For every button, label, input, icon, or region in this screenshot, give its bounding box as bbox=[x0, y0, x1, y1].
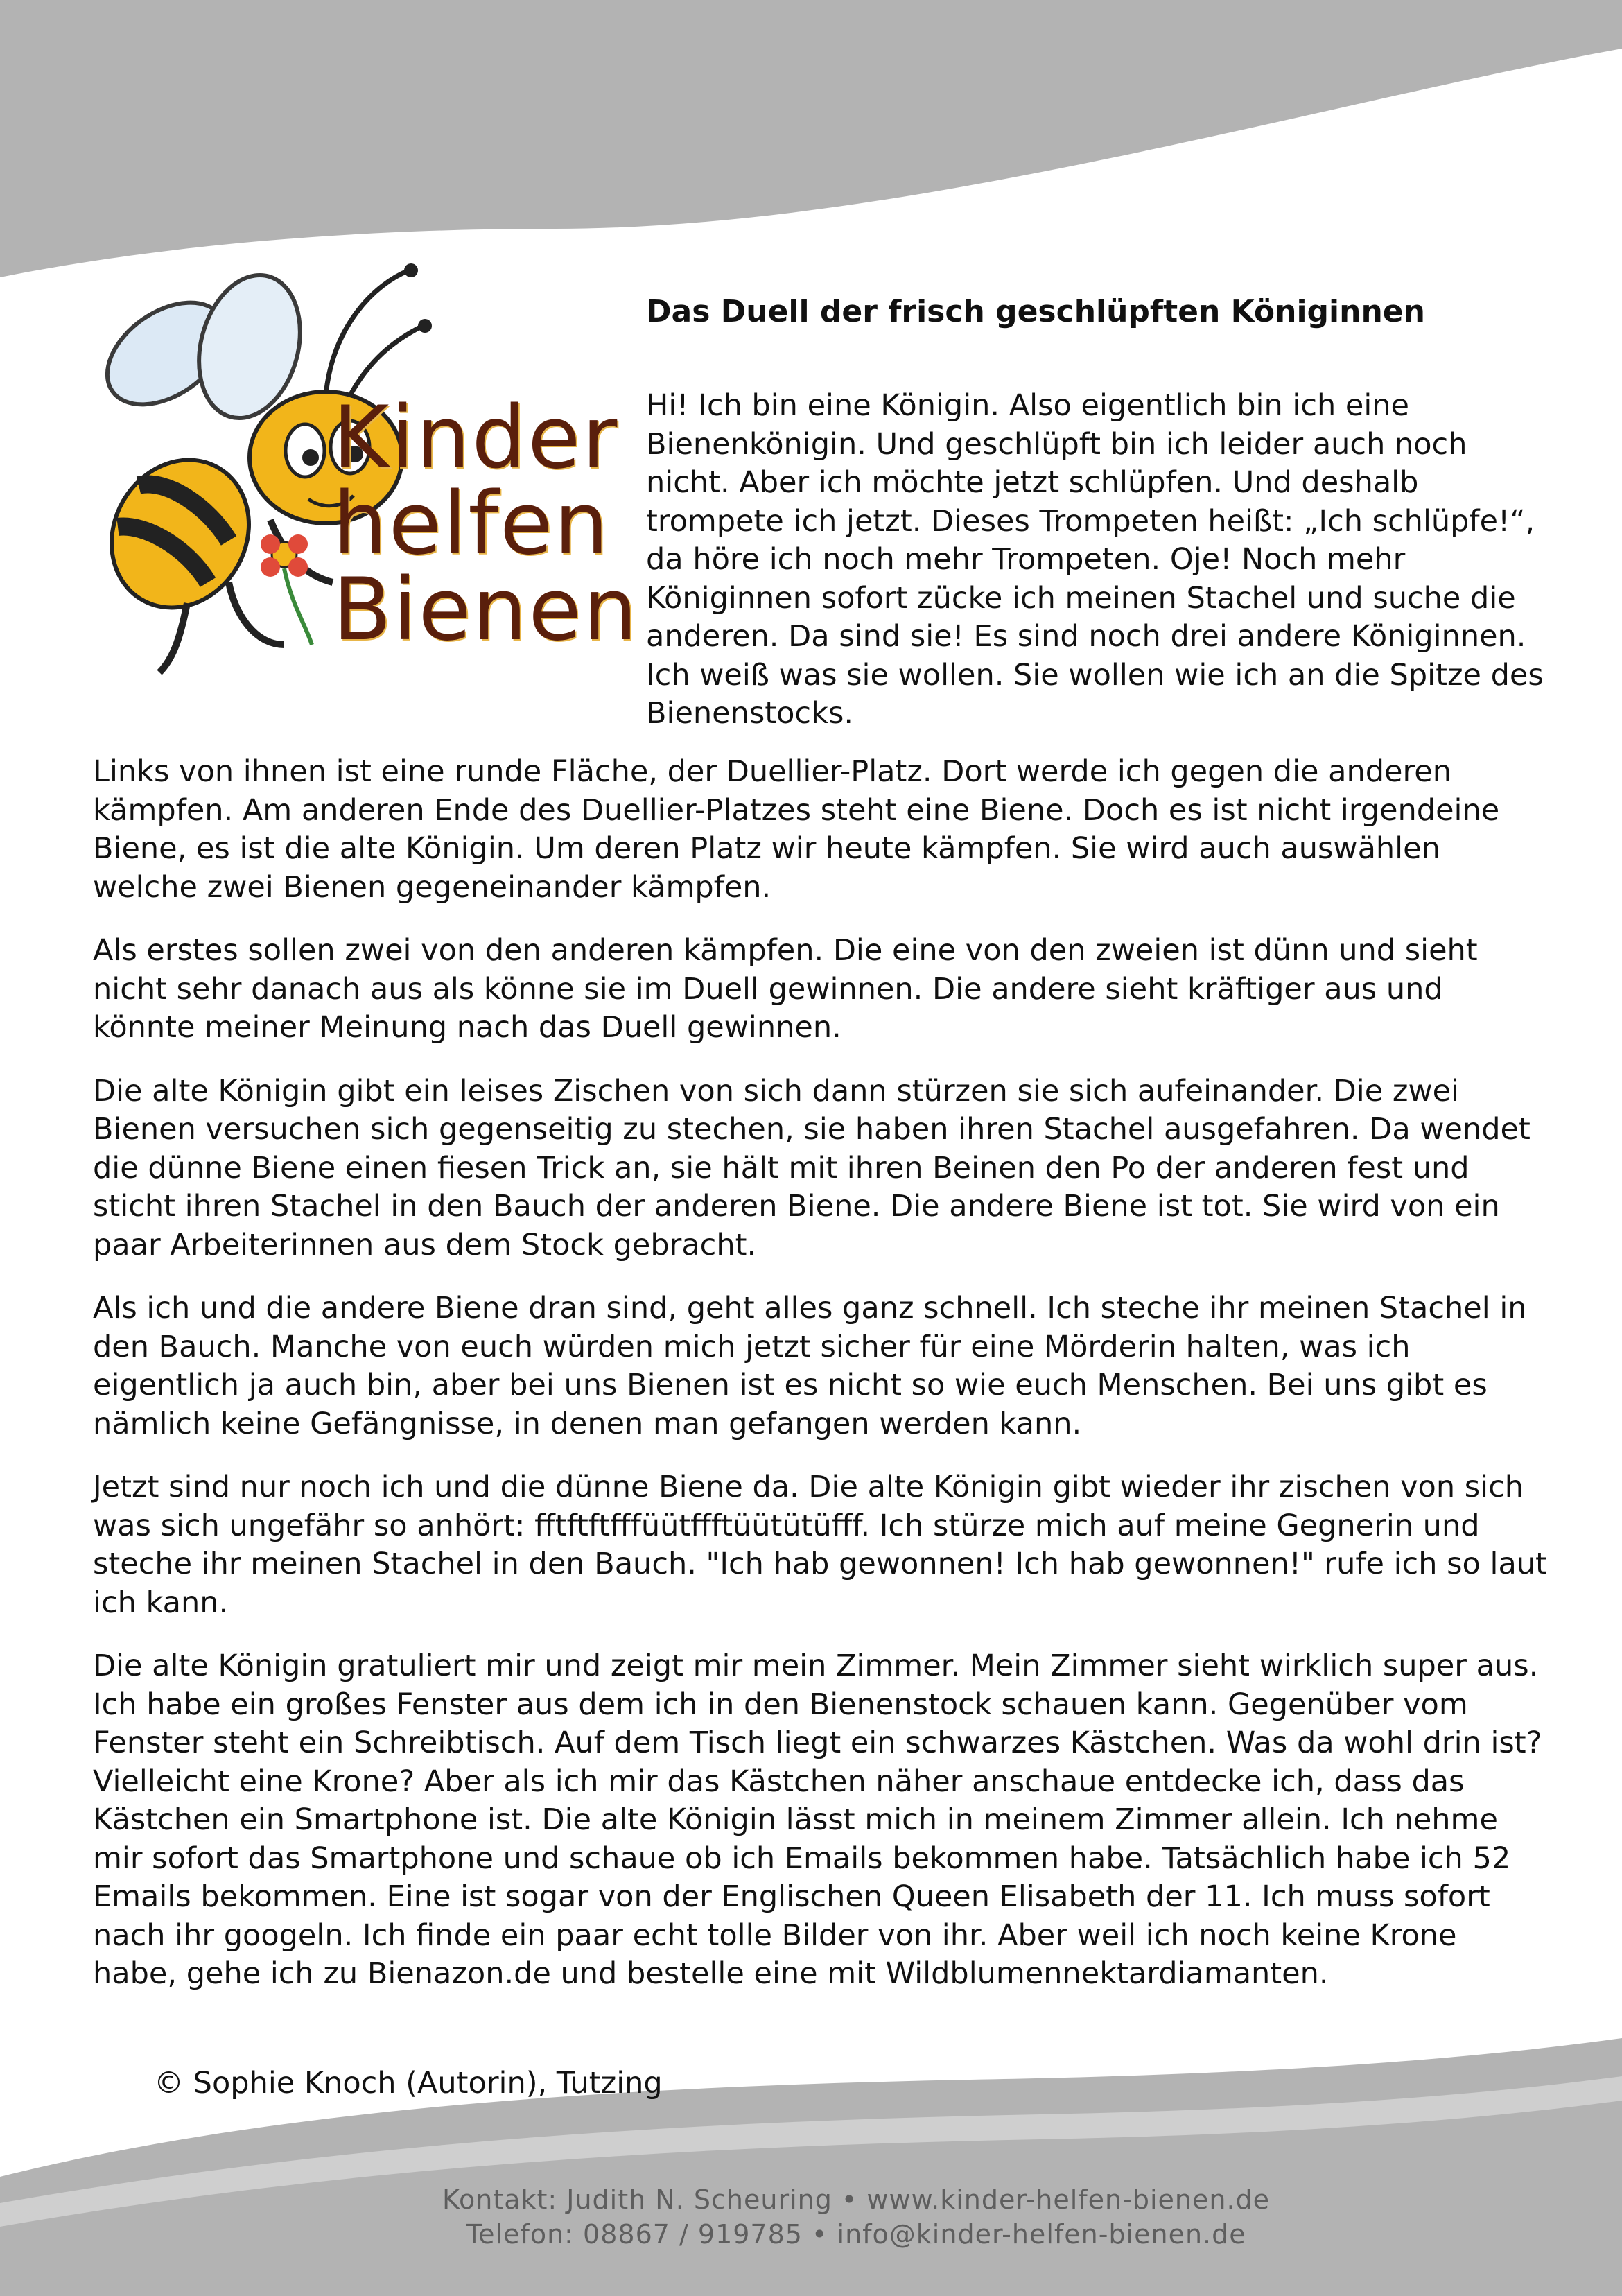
contact-footer bbox=[0, 2182, 1622, 2252]
story-title: Das Duell der frisch geschlüpften Königinnen bbox=[646, 294, 1425, 329]
top-wave bbox=[0, 0, 1622, 277]
logo-line-2: helfen bbox=[333, 474, 610, 574]
copyright-line: © Sophie Knoch (Autorin), Tutzing bbox=[154, 2066, 663, 2101]
story-paragraph: Links von ihnen ist eine runde Fläche, der Duellier-Platz. Dort werde ich gegen die anderen kämpfen. Am anderen Ende des Duellier-Platzes steht eine Biene. Doch es ist nicht irgendeine Biene, es ist die alte Königin. Um deren Platz wir heute kämpfen. Sie wird auch auswählen welche zwei Bienen gegeneinander kämpfen. bbox=[93, 754, 1500, 905]
story-paragraph: Als erstes sollen zwei von den anderen kämpfen. Die eine von den zweien ist dünn und sieht nicht sehr danach aus als könne sie im Duell gewinnen. Die andere sieht kräftiger aus und könnte meiner Meinung nach das Duell gewinnen. bbox=[93, 933, 1478, 1045]
logo-wordmark bbox=[333, 388, 639, 660]
logo-line-3: Bienen bbox=[333, 560, 639, 660]
story-paragraph: Als ich und die andere Biene dran sind, geht alles ganz schnell. Ich steche ihr meinen Stachel in den Bauch. Manche von euch würden mich jetzt sicher für eine Mörderin halten, was ich eigentlich ja auch bin, aber bei uns Bienen ist es nicht so wie euch Menschen. Bei uns gibt es nämlich keine Gefängnisse, in denen man gefangen werden kann. bbox=[93, 1291, 1527, 1441]
story-paragraph: Die alte Königin gibt ein leises Zischen von sich dann stürzen sie sich aufeinander. Die zwei Bienen versuchen sich gegenseitig zu stechen, sie haben ihren Stachel ausgefahren. Da wendet die dünne Biene einen fiesen Trick an, sie hält mit ihren Beinen den Po der anderen fest und sticht ihren Stachel in den Bauch der anderen Biene. Die andere Biene ist tot. Sie wird von ein paar Arbeiterinnen aus dem Stock gebracht. bbox=[93, 1073, 1531, 1262]
logo-line-1: Kinder bbox=[333, 388, 619, 488]
footer-phone-line: Telefon: 08867 / 919785 • info@kinder-helfen-bienen.de bbox=[466, 2219, 1246, 2250]
story-paragraph: Jetzt sind nur noch ich und die dünne Biene da. Die alte Königin gibt wieder ihr zischen von sich was sich ungefähr so anhört: fftftftfffüütffftüütütüfff. Ich stürze mich auf meine Gegnerin und steche ihr meinen Stachel in den Bauch. "Ich hab gewonnen! Ich hab gewonnen!" rufe ich so laut ich kann. bbox=[93, 1470, 1547, 1620]
intro-paragraph: Hi! Ich bin eine Königin. Also eigentlich bin ich eine Bienenkönigin. Und geschlüpft bin ich leider auch noch nicht. Aber ich möchte jetzt schlüpfen. Und deshalb trompete ich jetzt. Dieses Trompeten heißt: „Ich schlüpfe!“, da höre ich noch mehr Trompeten. Oje! Noch mehr Königinnen sofort zücke ich meinen Stachel und suche die anderen. Da sind sie! Es sind noch drei andere Königinnen. Ich weiß was sie wollen. Sie wollen wie ich an die Spitze des Bienenstocks. bbox=[646, 388, 1544, 731]
story-body bbox=[93, 753, 1549, 2019]
story-paragraph: Die alte Königin gratuliert mir und zeigt mir mein Zimmer. Mein Zimmer sieht wirklich super aus. Ich habe ein großes Fenster aus dem ich in den Bienenstock schauen kann. Gegenüber vom Fenster steht ein Schreibtisch. Auf dem Tisch liegt ein schwarzes Kästchen. Was da wohl drin ist? Vielleicht eine Krone? Aber als ich mir das Kästchen näher anschaue entdecke ich, dass das Kästchen ein Smartphone ist. Die alte Königin lässt mich in meinem Zimmer allein. Ich nehme mir sofort das Smartphone und schaue ob ich Emails bekommen habe. Tatsächlich habe ich 52 Emails bekommen. Eine ist sogar von der Englischen Queen Elisabeth der 11. Ich muss sofort nach ihr googeln. Ich finde ein paar echt tolle Bilder von ihr. Aber weil ich noch keine Krone habe, gehe ich zu Bienazon.de und bestelle eine mit Wildblumennektardiamanten. bbox=[93, 1649, 1542, 1991]
footer-contact-line: Kontakt: Judith N. Scheuring • www.kinder-helfen-bienen.de bbox=[442, 2184, 1271, 2215]
